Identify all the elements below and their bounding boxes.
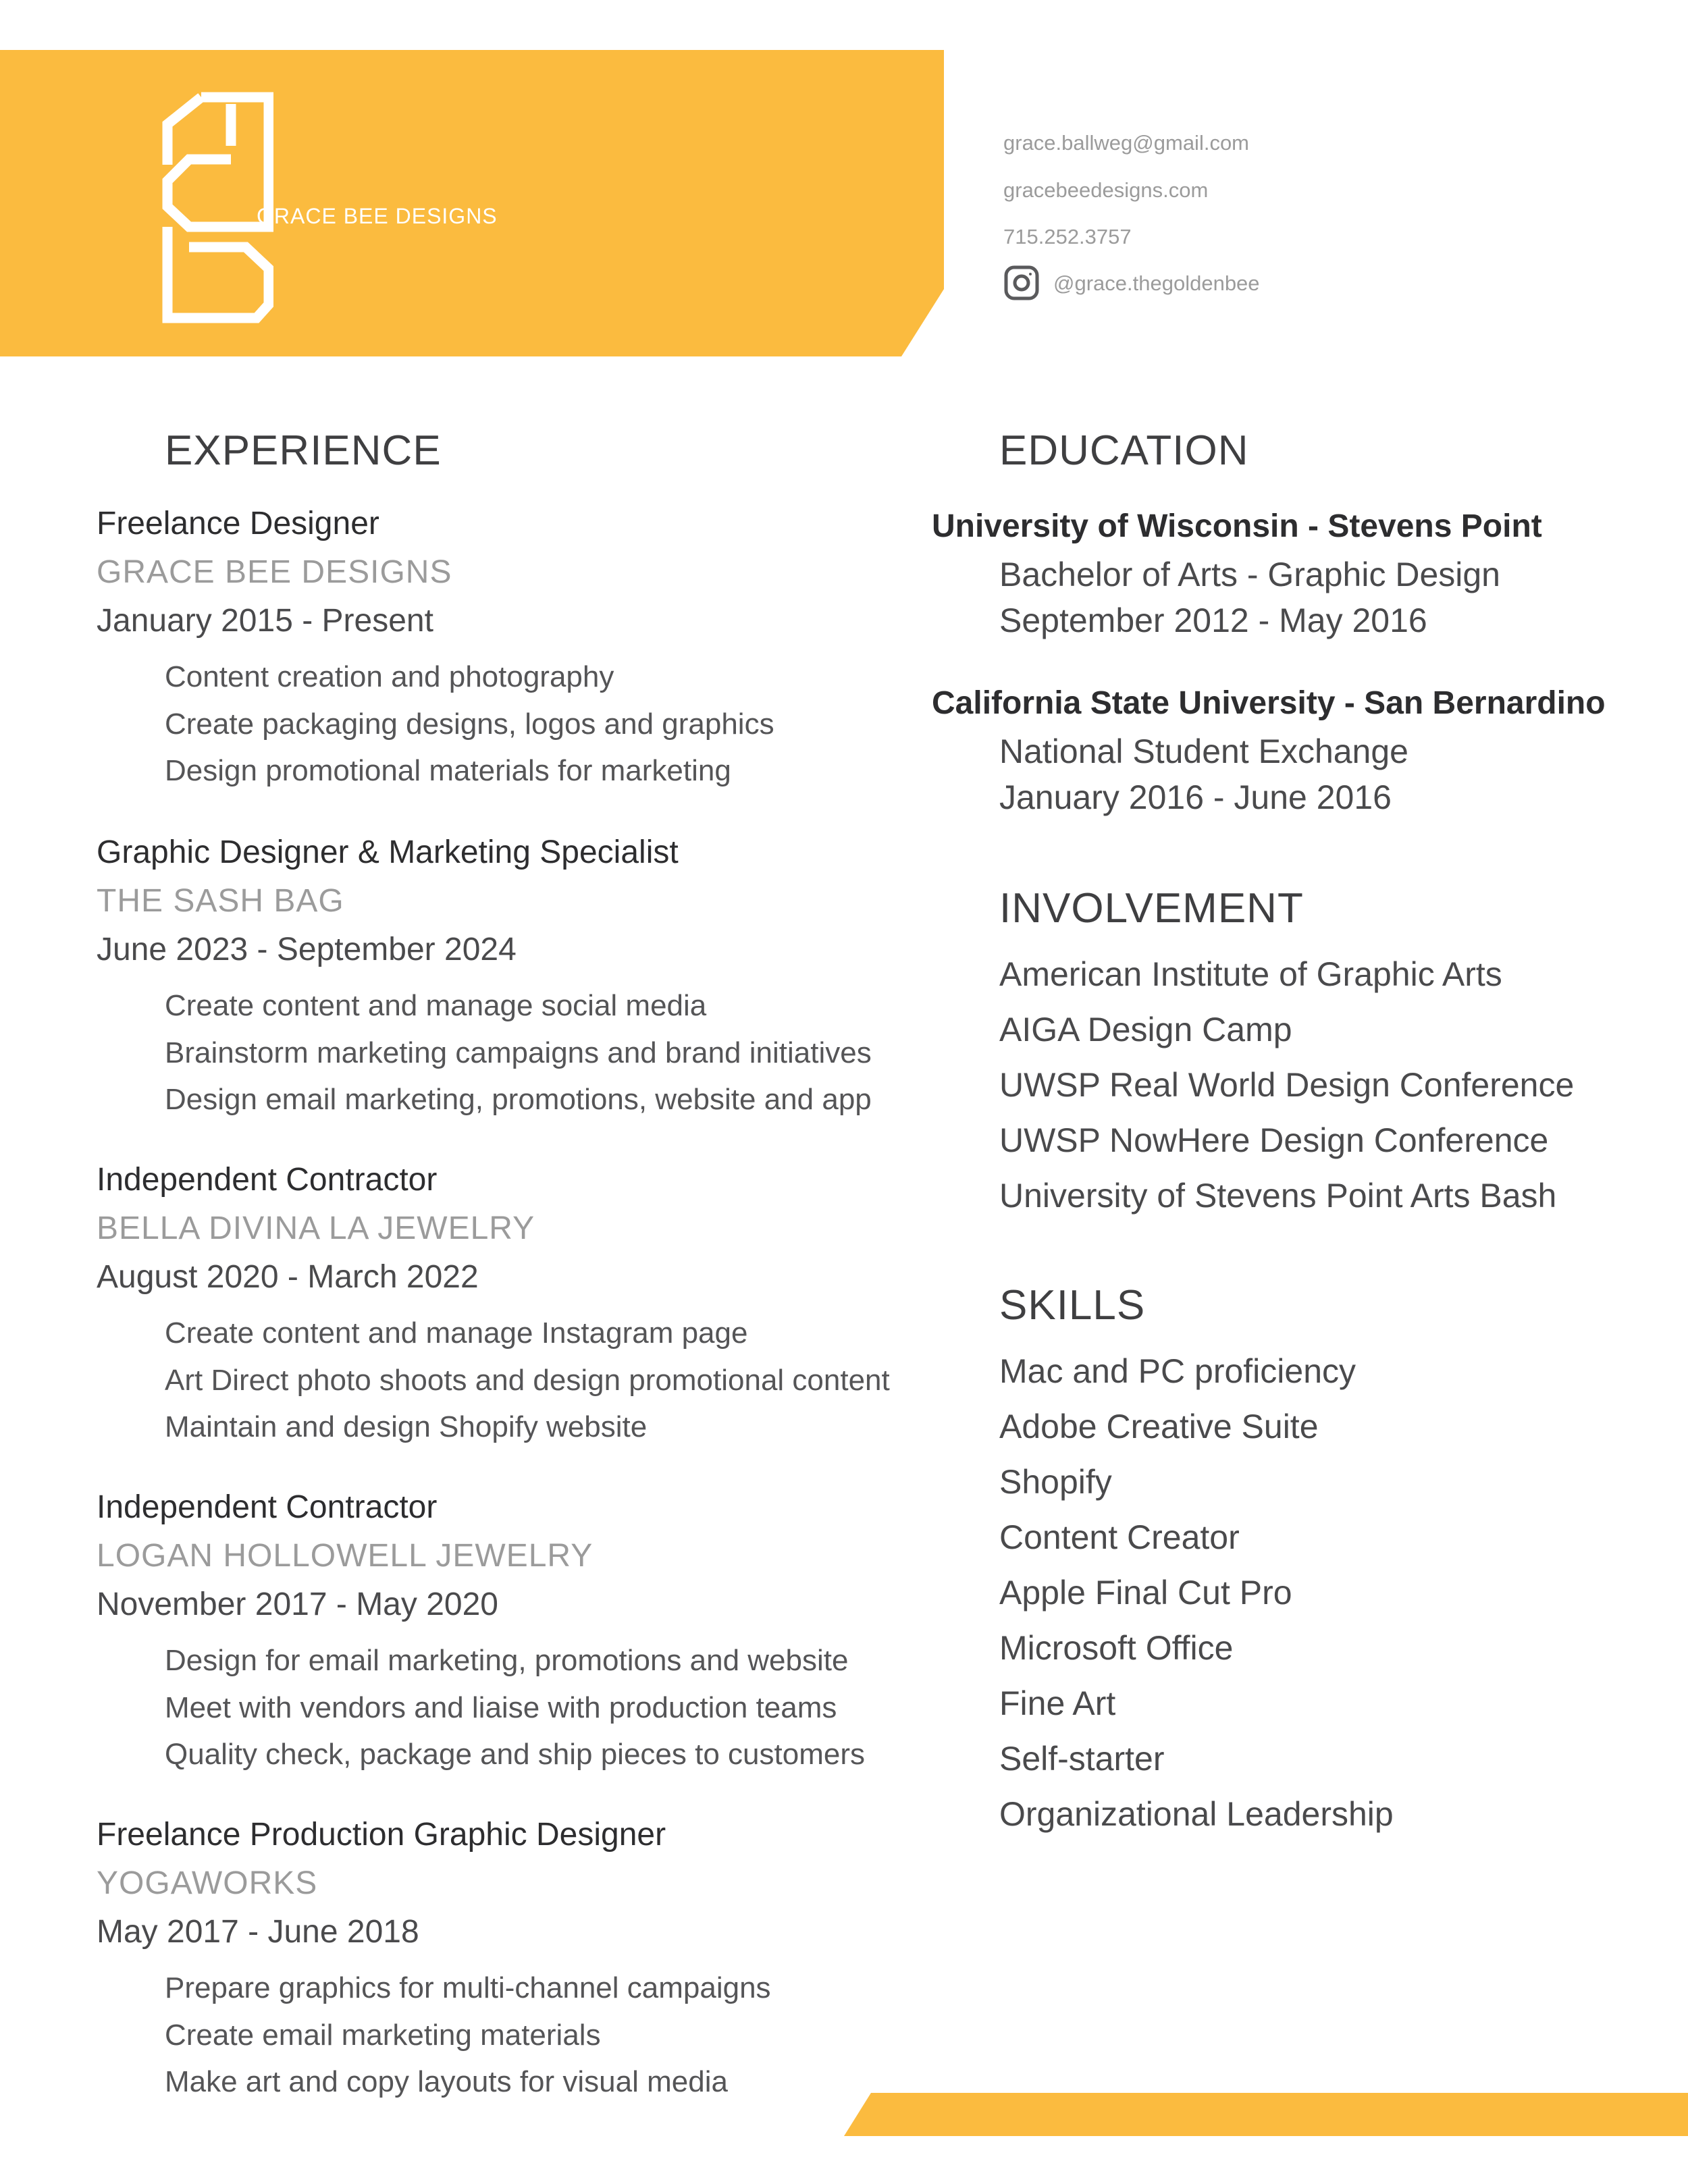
skills-heading: SKILLS bbox=[999, 1282, 1146, 1329]
skill-item: Organizational Leadership bbox=[999, 1795, 1394, 1833]
skill-item: Mac and PC proficiency bbox=[999, 1352, 1356, 1390]
skill-item: Content Creator bbox=[999, 1518, 1240, 1556]
job-dates: August 2020 - March 2022 bbox=[97, 1259, 479, 1295]
involvement-item: American Institute of Graphic Arts bbox=[999, 955, 1502, 993]
footer-accent-bar bbox=[844, 2093, 1688, 2136]
website-link[interactable]: gracebeedesigns.com bbox=[1003, 178, 1209, 202]
job-company: YOGAWORKS bbox=[97, 1865, 318, 1901]
job-bullet: Brainstorm marketing campaigns and brand initiatives bbox=[165, 1036, 872, 1069]
job-bullet: Design email marketing, promotions, website and app bbox=[165, 1083, 872, 1116]
job-bullet: Content creation and photography bbox=[165, 660, 614, 693]
job-bullet: Art Direct photo shoots and design promotional content bbox=[165, 1364, 890, 1397]
job-bullet: Design promotional materials for marketing bbox=[165, 754, 731, 787]
school-degree: National Student Exchange bbox=[999, 733, 1408, 770]
skill-item: Self-starter bbox=[999, 1740, 1165, 1778]
job-title: Freelance Designer bbox=[97, 506, 379, 541]
header-banner bbox=[0, 50, 944, 356]
involvement-item: University of Stevens Point Arts Bash bbox=[999, 1177, 1557, 1215]
job-dates: January 2015 - Present bbox=[97, 603, 433, 639]
job-bullet: Quality check, package and ship pieces to customers bbox=[165, 1738, 865, 1771]
job-dates: June 2023 - September 2024 bbox=[97, 932, 517, 967]
school-dates: January 2016 - June 2016 bbox=[999, 778, 1392, 816]
involvement-item: UWSP Real World Design Conference bbox=[999, 1066, 1575, 1104]
job-company: GRACE BEE DESIGNS bbox=[97, 554, 452, 590]
school-dates: September 2012 - May 2016 bbox=[999, 602, 1427, 639]
job-company: THE SASH BAG bbox=[97, 883, 344, 919]
school-degree: Bachelor of Arts - Graphic Design bbox=[999, 556, 1500, 593]
job-title: Independent Contractor bbox=[97, 1162, 438, 1198]
brand-name: GRACE BEE DESIGNS bbox=[257, 204, 498, 228]
job-dates: May 2017 - June 2018 bbox=[97, 1914, 419, 1950]
job-dates: November 2017 - May 2020 bbox=[97, 1587, 498, 1622]
skill-item: Adobe Creative Suite bbox=[999, 1408, 1319, 1445]
involvement-heading: INVOLVEMENT bbox=[999, 885, 1304, 932]
job-company: LOGAN HOLLOWELL JEWELRY bbox=[97, 1538, 594, 1574]
job-bullet: Create content and manage Instagram page bbox=[165, 1316, 748, 1350]
involvement-item: AIGA Design Camp bbox=[999, 1011, 1292, 1048]
experience-heading: EXPERIENCE bbox=[165, 427, 442, 474]
skill-item: Shopify bbox=[999, 1463, 1112, 1501]
email-link[interactable]: grace.ballweg@gmail.com bbox=[1003, 131, 1250, 155]
job-title: Independent Contractor bbox=[97, 1489, 438, 1525]
job-bullet: Create content and manage social media bbox=[165, 989, 707, 1022]
involvement-item: UWSP NowHere Design Conference bbox=[999, 1121, 1549, 1159]
skill-item: Apple Final Cut Pro bbox=[999, 1574, 1292, 1612]
job-company: BELLA DIVINA LA JEWELRY bbox=[97, 1210, 535, 1246]
school-name: University of Wisconsin - Stevens Point bbox=[932, 508, 1542, 544]
job-title: Graphic Designer & Marketing Specialist bbox=[97, 834, 679, 870]
job-title: Freelance Production Graphic Designer bbox=[97, 1817, 666, 1853]
job-bullet: Create packaging designs, logos and graphics bbox=[165, 708, 774, 741]
job-bullet: Make art and copy layouts for visual media bbox=[165, 2065, 728, 2098]
skill-item: Fine Art bbox=[999, 1684, 1116, 1722]
job-bullet: Design for email marketing, promotions and website bbox=[165, 1644, 849, 1677]
instagram-handle[interactable]: @grace.thegoldenbee bbox=[1053, 271, 1260, 295]
skill-item: Microsoft Office bbox=[999, 1629, 1234, 1667]
job-bullet: Meet with vendors and liaise with production teams bbox=[165, 1691, 837, 1724]
job-bullet: Create email marketing materials bbox=[165, 2019, 601, 2052]
phone-number[interactable]: 715.252.3757 bbox=[1003, 225, 1132, 248]
instagram-icon bbox=[1003, 265, 1040, 301]
job-bullet: Maintain and design Shopify website bbox=[165, 1410, 648, 1443]
education-heading: EDUCATION bbox=[999, 427, 1249, 474]
job-bullet: Prepare graphics for multi-channel campaigns bbox=[165, 1971, 771, 2004]
school-name: California State University - San Bernardino bbox=[932, 685, 1606, 721]
